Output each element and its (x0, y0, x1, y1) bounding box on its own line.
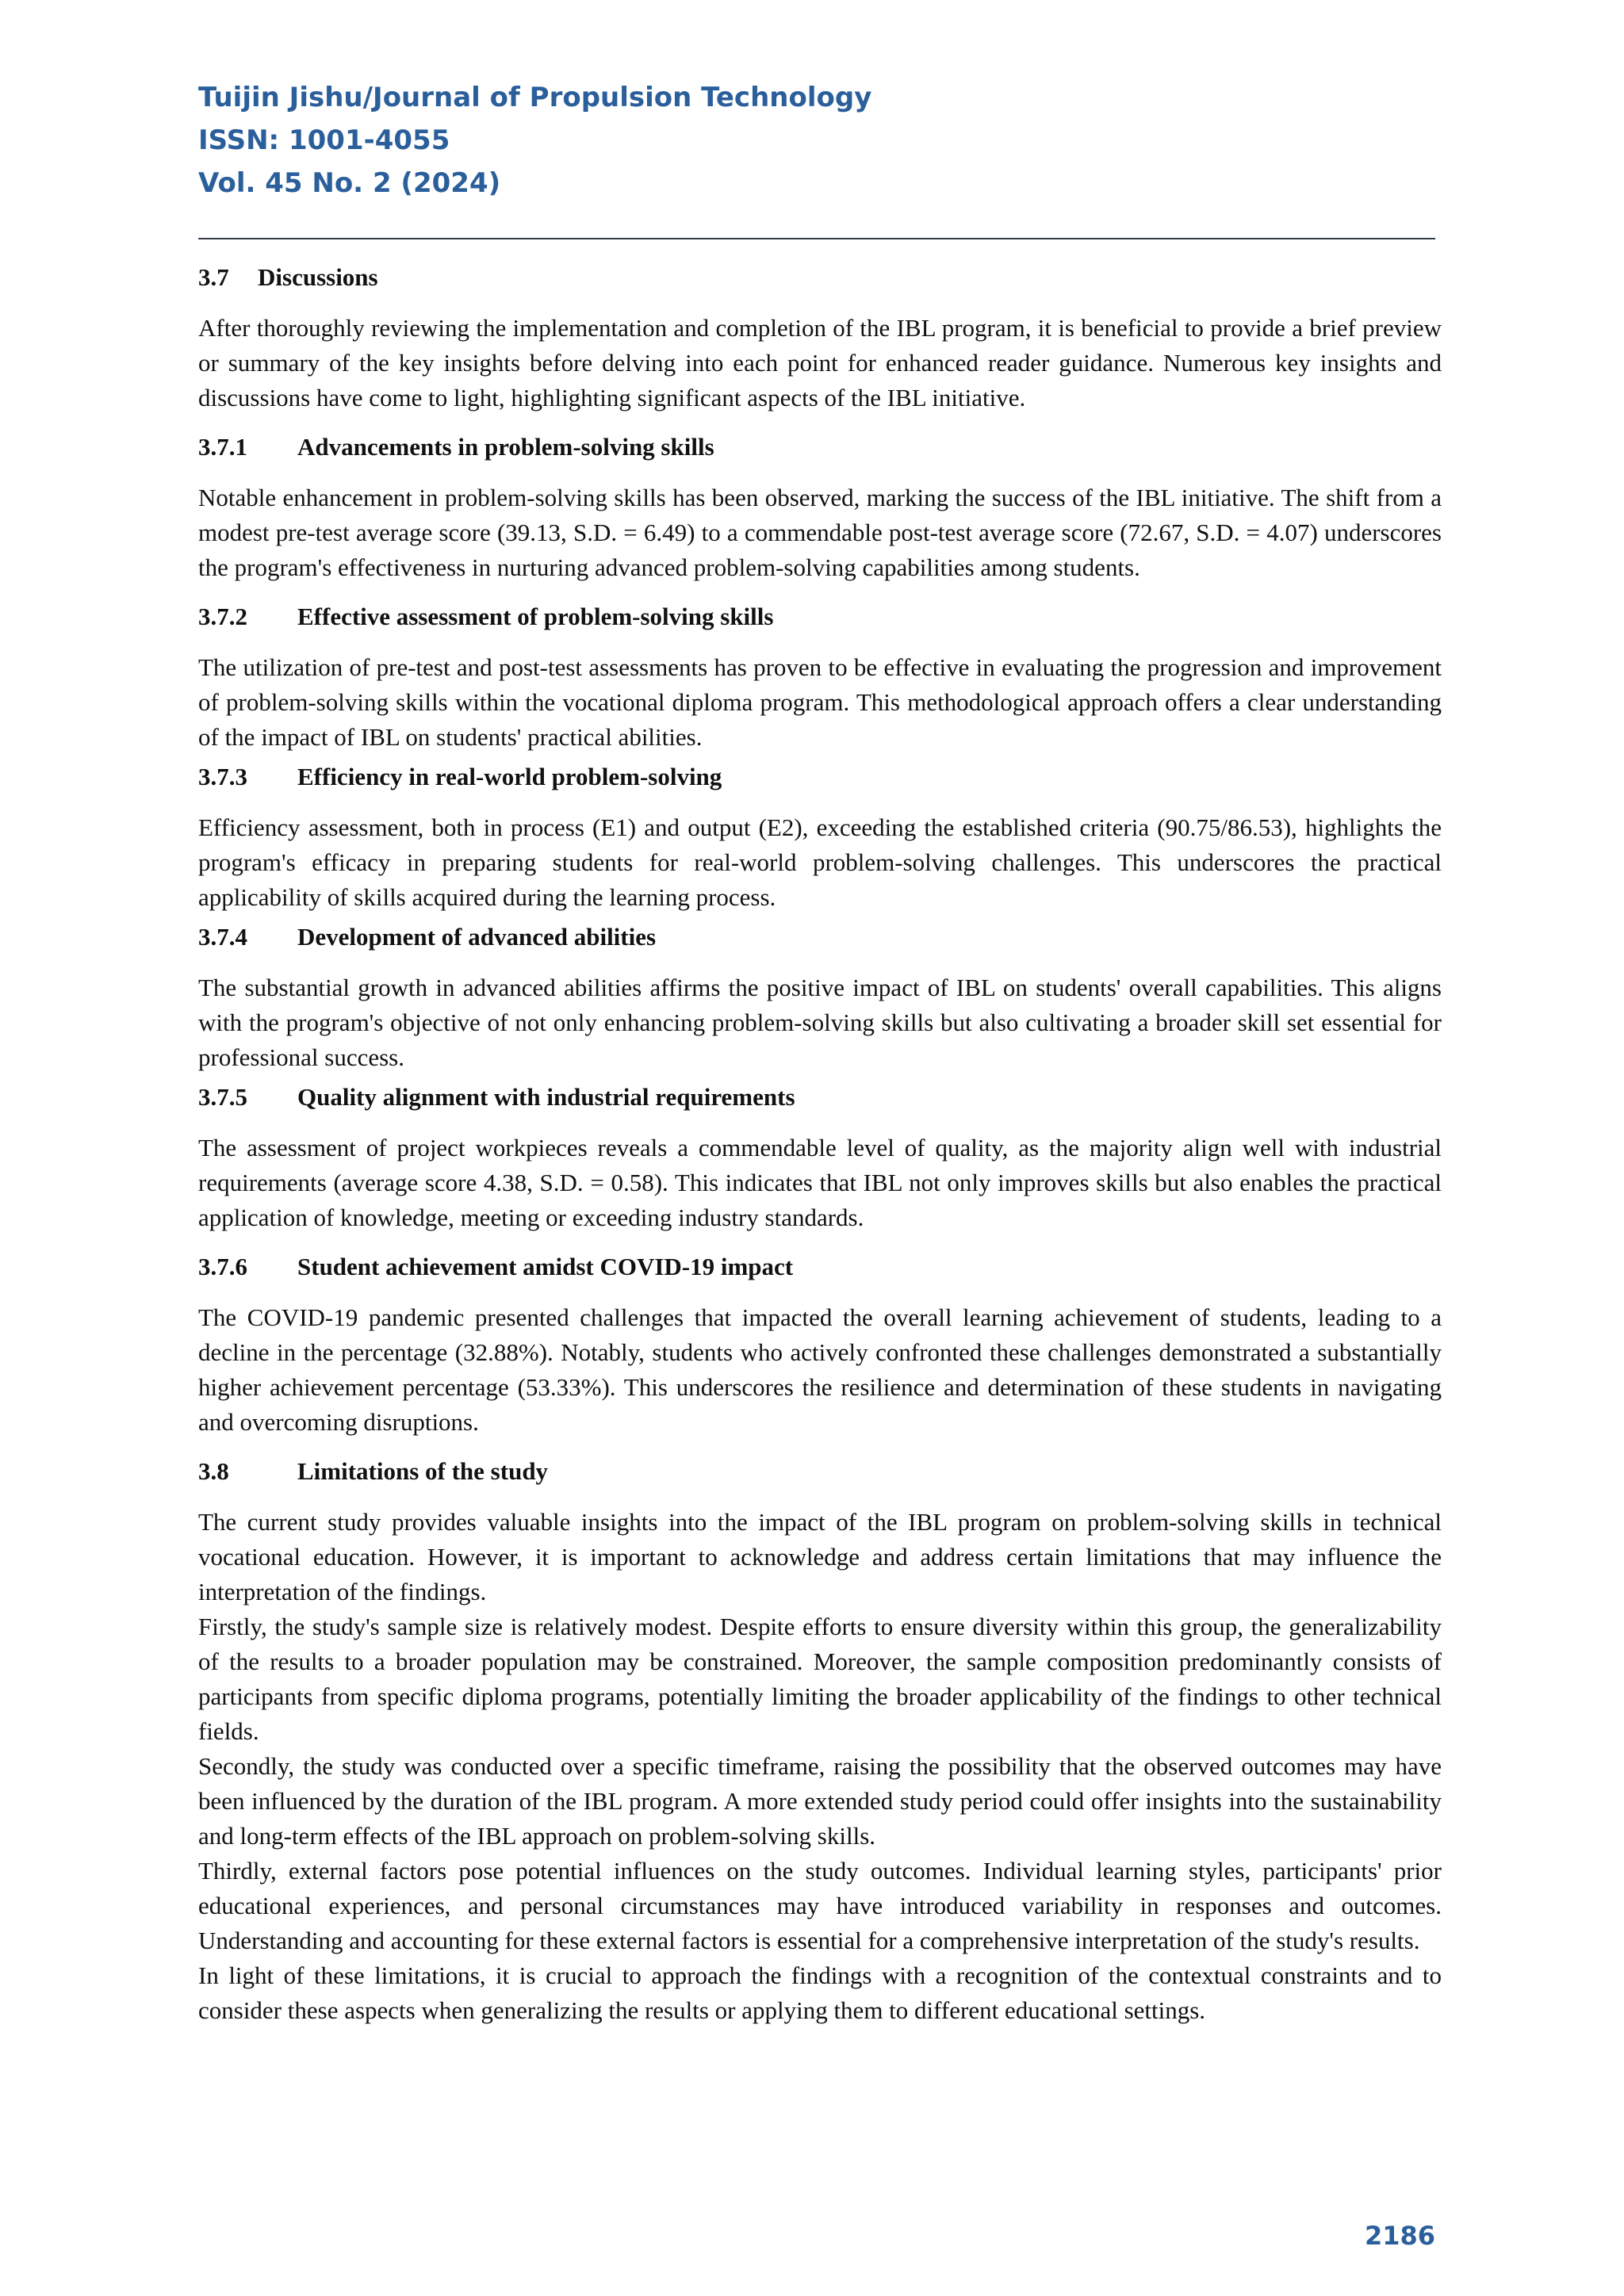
section-heading-3-7-5 (198, 1080, 1442, 1115)
section-heading-3-7-6 (198, 1249, 1442, 1284)
page-body (198, 260, 1442, 2028)
section-number: 3.7.6 (198, 1253, 247, 1280)
paragraph: In light of these limitations, it is crucial to approach the findings with a recognition of the contextual constraints and to consider these aspects when generalizing the results or applying them to different educational settings. (198, 1961, 1442, 2024)
journal-volume: Vol. 45 No. 2 (2024) (198, 167, 501, 199)
journal-issn: ISSN: 1001-4055 (198, 124, 450, 156)
section-title: Limitations of the study (297, 1457, 549, 1485)
section-heading-3-7-1 (198, 430, 1442, 465)
paragraph: Efficiency assessment, both in process (E1) and output (E2), exceeding the established criteria (90.75/86.53), highlights the program's efficacy in preparing students for real-world problem-solving challenges. This underscores the practical applicability of skills acquired during the learning process. (198, 813, 1442, 911)
section-number: 3.7.1 (198, 433, 247, 461)
section-title: Advancements in problem-solving skills (297, 433, 714, 461)
section-title: Quality alignment with industrial requirements (297, 1083, 795, 1111)
section-heading-3-8 (198, 1454, 1442, 1489)
paragraph: The current study provides valuable insights into the impact of the IBL program on problem-solving skills in technical vocational education. However, it is important to acknowledge and address certain limitations that may influence the interpretation of the findings. (198, 1508, 1442, 1605)
paragraph: Secondly, the study was conducted over a specific timeframe, raising the possibility that the observed outcomes may have been influenced by the duration of the IBL program. A more extended study period could offer insights into the sustainability and long-term effects of the IBL approach on problem-solving skills. (198, 1752, 1442, 1850)
section-number: 3.8 (198, 1457, 229, 1485)
section-title: Discussions (258, 263, 378, 291)
header-divider (198, 238, 1435, 239)
paragraph: Notable enhancement in problem-solving skills has been observed, marking the success of the IBL initiative. The shift from a modest pre-test average score (39.13, S.D. = 6.49) to a commendable post-test average score (72.67, S.D. = 4.07) underscores the program's effectiveness in nurturing advanced problem-solving capabilities among students. (198, 484, 1442, 581)
section-heading-3-7-3 (198, 760, 1442, 794)
section-heading-3-7 (198, 260, 1442, 295)
journal-title: Tuijin Jishu/Journal of Propulsion Technology (198, 82, 872, 113)
section-title: Student achievement amidst COVID-19 impact (297, 1253, 794, 1280)
section-heading-3-7-4 (198, 920, 1442, 955)
paragraph: The COVID-19 pandemic presented challenges that impacted the overall learning achievement of students, leading to a decline in the percentage (32.88%). Notably, students who actively confronted these challenges demonstrated a substantially higher achievement percentage (53.33%). This underscores the resilience and determination of these students in navigating and overcoming disruptions. (198, 1303, 1442, 1436)
section-number: 3.7.5 (198, 1083, 247, 1111)
paragraph: Firstly, the study's sample size is relatively modest. Despite efforts to ensure diversity within this group, the generalizability of the results to a broader population may be constrained. Moreover, the sample composition predominantly consists of participants from specific diploma programs, potentially limiting the broader applicability of the findings to other technical fields. (198, 1613, 1442, 1745)
section-title: Effective assessment of problem-solving skills (297, 603, 774, 630)
section-number: 3.7.4 (198, 923, 247, 951)
paragraph: The utilization of pre-test and post-test assessments has proven to be effective in evaluating the progression and improvement of problem-solving skills within the vocational diploma program. This methodological approach offers a clear understanding of the impact of IBL on students' practical abilities. (198, 653, 1442, 751)
paragraph: The substantial growth in advanced abilities affirms the positive impact of IBL on students' overall capabilities. This aligns with the program's objective of not only enhancing problem-solving skills but also cultivating a broader skill set essential for professional success. (198, 974, 1442, 1071)
section-title: Efficiency in real-world problem-solving (297, 763, 722, 790)
journal-header (198, 76, 1435, 205)
paragraph: The assessment of project workpieces reveals a commendable level of quality, as the majority align well with industrial requirements (average score 4.38, S.D. = 0.58). This indicates that IBL not only improves skills but also enables the practical application of knowledge, meeting or exceeding industry standards. (198, 1134, 1442, 1231)
section-title: Development of advanced abilities (297, 923, 657, 951)
section-number: 3.7.2 (198, 603, 247, 630)
section-number: 3.7.3 (198, 763, 247, 790)
section-heading-3-7-2 (198, 599, 1442, 634)
paragraph: Thirdly, external factors pose potential influences on the study outcomes. Individual learning styles, participants' prior educational experiences, and personal circumstances may have introduced variability in responses and outcomes. Understanding and accounting for these external factors is essential for a comprehensive interpretation of the study's results. (198, 1857, 1442, 1954)
paragraph: After thoroughly reviewing the implementation and completion of the IBL program, it is beneficial to provide a brief preview or summary of the key insights before delving into each point for enhanced reader guidance. Numerous key insights and discussions have come to light, highlighting significant aspects of the IBL initiative. (198, 314, 1442, 411)
page-number: 2186 (1364, 2221, 1435, 2251)
section-number: 3.7 (198, 263, 229, 291)
